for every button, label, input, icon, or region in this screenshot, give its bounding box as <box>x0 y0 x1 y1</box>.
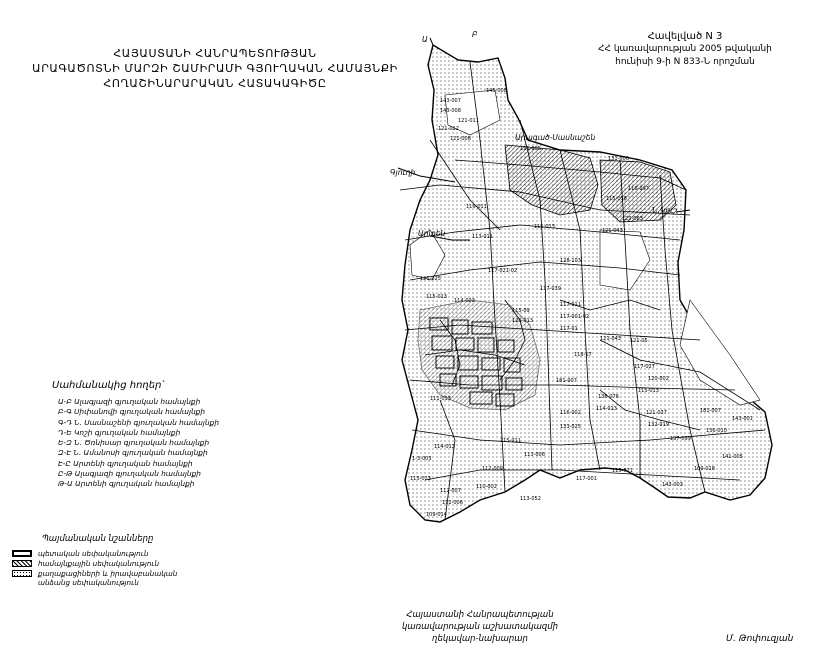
legend-item: Գ-Դ Ն. Սասնաշենի գյուղական համայնքի <box>58 417 220 427</box>
legend-item: Ա-Բ Ալագյազի գյուղական համայնքի <box>58 397 201 406</box>
parcel-label: 117-027 <box>634 364 655 370</box>
document-title <box>30 46 400 91</box>
parcel-label: 143-003 <box>662 482 683 488</box>
annex-reference <box>565 30 805 69</box>
boundary-letter-b: Բ <box>472 30 478 39</box>
parcel-label: 117-001 <box>576 476 597 482</box>
parcel-label: 115-011 <box>500 438 521 444</box>
parcel-label: 115-013 <box>638 388 659 394</box>
parcel-label: 145-008 <box>486 88 507 94</box>
signatory-title <box>370 609 590 645</box>
convention-row <box>12 549 177 559</box>
parcel-label: 121-011 <box>458 118 479 124</box>
parcel-label: 112-009 <box>482 466 503 472</box>
parcel-label: 115-09 <box>512 308 530 314</box>
legend-title: Սահմանակից հողեր՝ <box>52 380 164 391</box>
parcel-label: 114-013 <box>596 406 617 412</box>
parcel-label: 117-01 <box>560 326 578 332</box>
parcel-label: 121-012 <box>438 126 459 132</box>
convention-row <box>12 559 177 569</box>
annex-line: հունիսի 9-ի N 833-Ն որոշման <box>615 57 755 67</box>
legend-item: Զ-Է Ն. Ամանոսի գյուղական համայնքի <box>58 448 208 458</box>
parcel-label: 131-006 <box>608 156 629 162</box>
parcel-label: 132-019 <box>648 422 669 428</box>
parcel-label: 121-043 <box>602 228 623 234</box>
parcel-label: 143-001 <box>732 416 753 422</box>
dotted-swatch <box>12 570 32 577</box>
parcel-label: 141-005 <box>722 454 743 460</box>
parcel-label: 181-007 <box>556 378 577 384</box>
parcel-label: 128-103 <box>560 258 581 264</box>
parcel-label: 115-011 <box>612 468 633 474</box>
convention-row <box>12 569 177 589</box>
parcel-label: 109-014 <box>426 512 447 518</box>
parcel-label: 121-025 <box>420 276 441 282</box>
parcel-label: 115-038 <box>606 196 627 202</box>
parcel-label: 117-011 <box>560 302 581 308</box>
parcel-label: 131-005 <box>520 146 541 152</box>
annex-line: ՀՀ կառավարության 2005 թվականի <box>598 44 772 54</box>
parcel-label: 117-039 <box>540 286 561 292</box>
parcel-label: 114-023 <box>454 298 475 304</box>
parcel-label: 113-052 <box>520 496 541 502</box>
convention-label: համայնքային սեփականություն <box>38 559 160 568</box>
title-line: ՀԱՅԱՍՏԱՆԻ ՀԱՆՐԱՊԵՏՈՒԹՅԱՆ <box>113 47 317 60</box>
parcel-label: 126-013 <box>512 318 533 324</box>
parcel-label: 117-001-02 <box>560 314 590 320</box>
convention-label: պետական սեփականություն <box>38 549 149 558</box>
parcel-label: 113-006 <box>524 452 545 458</box>
signatory-name: Մ. Թոփուզյան <box>726 634 794 644</box>
parcel-label: 117-021-02 <box>488 268 518 274</box>
parcel-label: 116-002 <box>560 410 581 416</box>
annex-line: Հավելված N 3 <box>647 31 723 42</box>
parcel-label: 114-012 <box>434 444 455 450</box>
legend-item: Դ-Ե Կոշի գյուղական համայնքի <box>58 427 181 437</box>
conventions-legend <box>12 549 177 589</box>
parcel-label: 112-006 <box>442 500 463 506</box>
footer-line: Հայաստանի Հանրապետության <box>406 610 554 620</box>
parcel-label: 115-013 <box>534 224 555 230</box>
parcel-label: 113-011 <box>472 234 493 240</box>
parcel-label: 133-025 <box>560 424 581 430</box>
convention-label: քաղաքացիների և իրավաբանական անձանց սեփականություն <box>38 569 178 587</box>
parcel-label: 110-002 <box>476 484 497 490</box>
parcel-label: 122-063 <box>622 216 643 222</box>
boundary-letter-a: Ա <box>422 35 428 44</box>
parcel-label: 118-17 <box>574 352 592 358</box>
parcel-label: 113-023 <box>410 476 431 482</box>
parcel-label: 181-007 <box>700 408 721 414</box>
parcel-label: 121-008 <box>450 136 471 142</box>
conventions-title: Պայմանական նշանները <box>42 534 154 544</box>
title-line: ՀՈՂԱՇԻՆԱՐԱՐԱԿԱՆ ՀԱՏԱԿԱԳԻԾԸ <box>103 77 327 90</box>
hatched-swatch <box>12 560 32 567</box>
footer-line: կառավարության աշխատակազմի <box>401 622 559 632</box>
legend-item: Է-Ը Արտենի գյուղական համայնքի <box>58 458 193 468</box>
parcel-label: 121-037 <box>646 410 667 416</box>
parcel-label: 136-010 <box>706 428 727 434</box>
parcel-label: 116-011 <box>466 204 487 210</box>
parcel-label: 109-018 <box>694 466 715 472</box>
parcel-label: 116-097 <box>628 186 649 192</box>
parcel-label: 121-043 <box>600 336 621 342</box>
parcel-label: 120-002 <box>648 376 669 382</box>
adjacent-lands-legend <box>58 397 219 490</box>
legend-item: Ե-Զ Ն. Ծռնիսար գյուղական համայնքի <box>58 438 210 448</box>
parcel-label: 112-007 <box>440 488 461 494</box>
parcel-label: 115-013 <box>426 294 447 300</box>
legend-item: Ը-Թ Ալագյազի գյուղական համայնքի <box>58 469 201 479</box>
parcel-label: 137-099 <box>670 436 691 442</box>
village-label-gyughi: Գյուղի <box>390 168 416 177</box>
parcel-label: 111-013 <box>430 396 451 402</box>
parcel-label: 143-008 <box>440 108 461 114</box>
footer-line: ղեկավար-նախարար <box>432 634 528 644</box>
parcel-label: 1-3-003 <box>412 456 432 462</box>
legend-item: Թ-Ա Արտենի գյուղական համայնքի <box>58 479 195 489</box>
parcel-label: 143-007 <box>440 98 461 104</box>
legend-item: Բ-Գ Սիփանովի գյուղական համայնքի <box>58 407 206 417</box>
village-label-nkush: Ն.Կուշ <box>652 206 678 215</box>
title-line: ԱՐԱԳԱԾՈՏՆԻ ՄԱՐԶԻ ՇԱՄԻՐԱՄԻ ԳՅՈՒՂԱԿԱՆ ՀԱՄԱՅՆՔԻ <box>32 62 398 75</box>
village-label-arten: Արտեն <box>418 229 446 238</box>
village-label-sasnashen: Արագած-Սասնաշեն <box>515 133 596 142</box>
bold-outline-swatch <box>12 550 32 557</box>
parcel-label: 121-05 <box>630 338 648 344</box>
parcel-label: 136-076 <box>598 394 619 400</box>
